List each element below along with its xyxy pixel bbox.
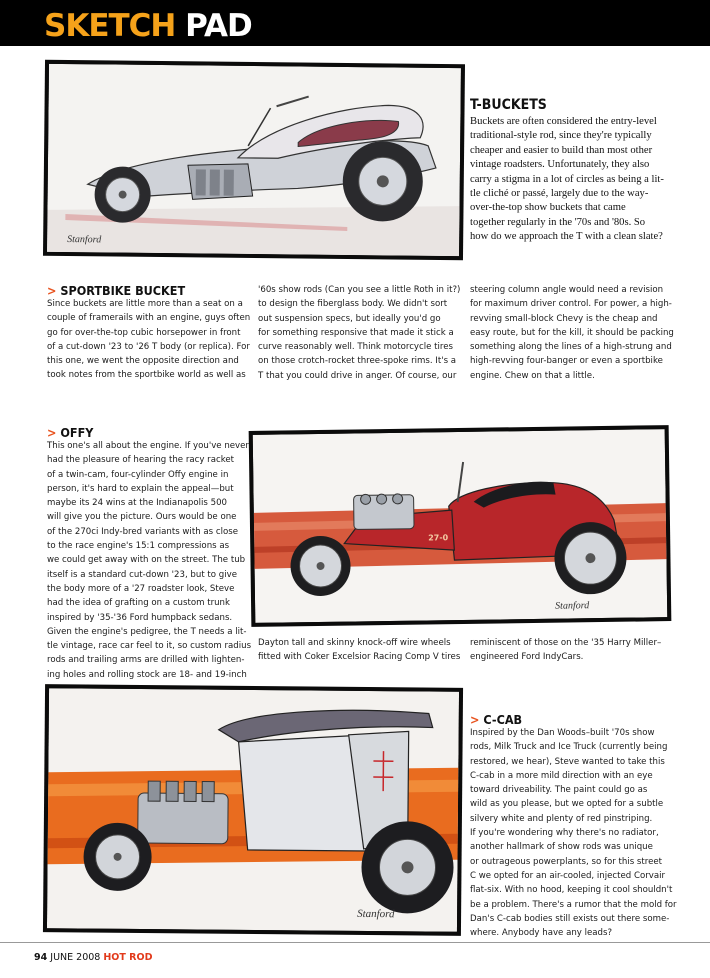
offy-col2 [258, 636, 463, 665]
text-line: we could get away with on the street. The tub [47, 555, 246, 566]
sportbike-title-text: SPORTBIKE BUCKET [60, 283, 186, 298]
header-word-pad: PAD [185, 8, 252, 44]
sportbike-col2 [258, 283, 461, 383]
arrow-icon: > [47, 425, 57, 440]
footer-divider [0, 942, 710, 943]
text-line: had the idea of grafting on a custom trunk [47, 598, 230, 609]
text-line: to design the fiberglass body. We didn't sort [258, 299, 448, 310]
text-line: of the 270ci Indy-bred variants with as close [47, 526, 238, 537]
text-line: how do we approach the T with a clean slate? [470, 231, 663, 243]
text-line: silvery white and plenty of red pinstriping. [470, 813, 653, 824]
sketch-offy-image [249, 425, 672, 627]
text-line: revving small-block Chevy is the cheap and [470, 313, 658, 324]
text-line: If you're wondering why there's no radiator, [470, 828, 659, 839]
text-line: fitted with Coker Excelsior Racing Comp V tires [258, 652, 461, 663]
magazine-name: HOT ROD [103, 952, 153, 963]
text-line: Dayton tall and skinny knock-off wire wheels [258, 638, 451, 648]
text-line: rods and trailing arms are drilled with lighten- [47, 655, 245, 666]
text-line: be a problem. There's a rumor that the mold for [470, 899, 677, 910]
text-line: person, it's hard to explain the appeal—but [47, 483, 234, 494]
sketch-signature: Stanford [555, 600, 590, 612]
sketch-ccab-image [43, 684, 463, 936]
text-line: took notes from the sportbike world as well as [47, 370, 246, 381]
sketch-tbucket-image [43, 60, 465, 260]
car-number-plate: 27-0 [428, 533, 449, 543]
text-line: for something responsive that made it stick a [258, 327, 454, 338]
text-line: had the pleasure of hearing the racy racket [47, 455, 235, 466]
page-footer [34, 952, 152, 963]
ccab-title [470, 713, 522, 727]
text-line: reminiscent of those on the '35 Harry Miller– [470, 638, 662, 648]
sportbike-title [47, 284, 185, 298]
header-word-sketch: SKETCH [44, 8, 176, 44]
sportbike-col3 [470, 283, 675, 383]
text-line: vintage roadsters. Unfortunately, they also [470, 159, 650, 171]
text-line: rods, Milk Truck and Ice Truck (currently being [470, 742, 668, 753]
text-line: toward driveability. The paint could go as [470, 785, 648, 796]
sketch-signature: Stanford [357, 907, 395, 921]
text-line: '60s show rods (Can you see a little Roth in it?) [258, 285, 461, 295]
text-line: Dan's C-cab bodies still exists out there some- [470, 913, 670, 924]
text-line: Buckets are often considered the entry-level [470, 116, 657, 127]
arrow-icon: > [470, 712, 480, 727]
offy-col3 [470, 636, 675, 665]
text-line: together regularly in the '70s and '80s. So [470, 216, 646, 228]
text-line: the body more of a '27 roadster look, Steve [47, 583, 235, 594]
text-line: steering column angle would need a revision [470, 285, 664, 295]
text-line: Given the engine's pedigree, the T needs a lit- [47, 626, 247, 637]
header-bar [0, 0, 710, 46]
text-line: tle vintage, race car feel to it, so custom radius [47, 641, 252, 652]
text-line: flat-six. With no hood, keeping it cool shouldn't [470, 885, 673, 896]
offy-title-text: OFFY [60, 425, 94, 440]
section-title-sketch-pad [44, 6, 252, 46]
text-line: over-the-top show buckets that came [470, 202, 626, 214]
arrow-icon: > [47, 283, 57, 298]
offy-title [47, 426, 93, 440]
text-line: for maximum driver control. For power, a high- [470, 299, 672, 310]
text-line: couple of framerails with an engine, guys often [47, 313, 251, 324]
text-line: carry a stigma in a lot of circles as being a lit- [470, 173, 664, 185]
offy-col1 [47, 439, 252, 682]
text-line: C we opted for an air-cooled, injected Corvair [470, 870, 666, 881]
text-line: inspired by '35-'36 Ford humpback sedans. [47, 612, 233, 623]
text-line: T that you could drive in anger. Of course, our [258, 370, 457, 381]
text-line: cheaper and easier to build than most other [470, 144, 653, 156]
text-line: wild as you please, but we opted for a subtle [470, 799, 664, 810]
text-line: ing holes and rolling stock are 18- and 19-inch [47, 669, 247, 680]
tbuckets-title: T-BUCKETS [470, 97, 547, 113]
text-line: another hallmark of show rods was unique [470, 842, 653, 853]
text-line: of a cut-down '23 to '26 T body (or replica). For [47, 341, 250, 352]
page-number: 94 [34, 952, 48, 963]
text-line: where. Anybody have any leads? [470, 928, 613, 939]
text-line: maybe its 24 wins at the Indianapolis 500 [47, 498, 228, 509]
text-line: to the race engine's 15:1 compressions as [47, 541, 230, 552]
text-line: will give you the picture. Ours would be one [47, 512, 237, 523]
text-line: of a twin-cam, four-cylinder Offy engine in [47, 469, 229, 480]
issue-date: JUNE 2008 [50, 952, 101, 963]
text-line: C-cab in a more mild direction with an eye [470, 770, 653, 781]
text-line: tle cliché or passé, largely due to the way- [470, 188, 649, 200]
text-line: itself is a standard cut-down '23, but to give [47, 569, 238, 580]
text-line: easy route, but for the kill, it should be packing [470, 327, 674, 338]
sportbike-col1 [47, 297, 251, 383]
text-line: go for over-the-top cubic horsepower in front [47, 327, 241, 338]
text-line: engine. Chew on that a little. [470, 370, 595, 381]
text-line: or outrageous powerplants, so for this street [470, 856, 663, 867]
ccab-body [470, 726, 675, 940]
text-line: curve reasonably well. Think motorcycle tires [258, 342, 454, 353]
ccab-title-text: C-CAB [483, 712, 523, 727]
sketch-signature: Stanford [67, 234, 102, 246]
text-line: restored, we hear), Steve wanted to take this [470, 756, 665, 767]
text-line: Since buckets are little more than a seat on a [47, 299, 243, 309]
text-line: engineered Ford IndyCars. [470, 652, 584, 663]
tbuckets-body [470, 115, 670, 245]
text-line: something along the lines of a high-strung and [470, 342, 672, 353]
text-line: on those crotch-rocket three-spoke rims. It's a [258, 356, 457, 367]
text-line: traditional-style rod, since they're typically [470, 130, 652, 142]
text-line: high-revving four-banger or even a sportbike [470, 356, 663, 367]
text-line: Inspired by the Dan Woods–built '70s show [470, 728, 655, 738]
text-line: this one, we went the opposite direction and [47, 356, 239, 367]
text-line: out suspension specs, but ideally you'd go [258, 313, 441, 324]
text-line: This one's all about the engine. If you've never [47, 441, 249, 451]
